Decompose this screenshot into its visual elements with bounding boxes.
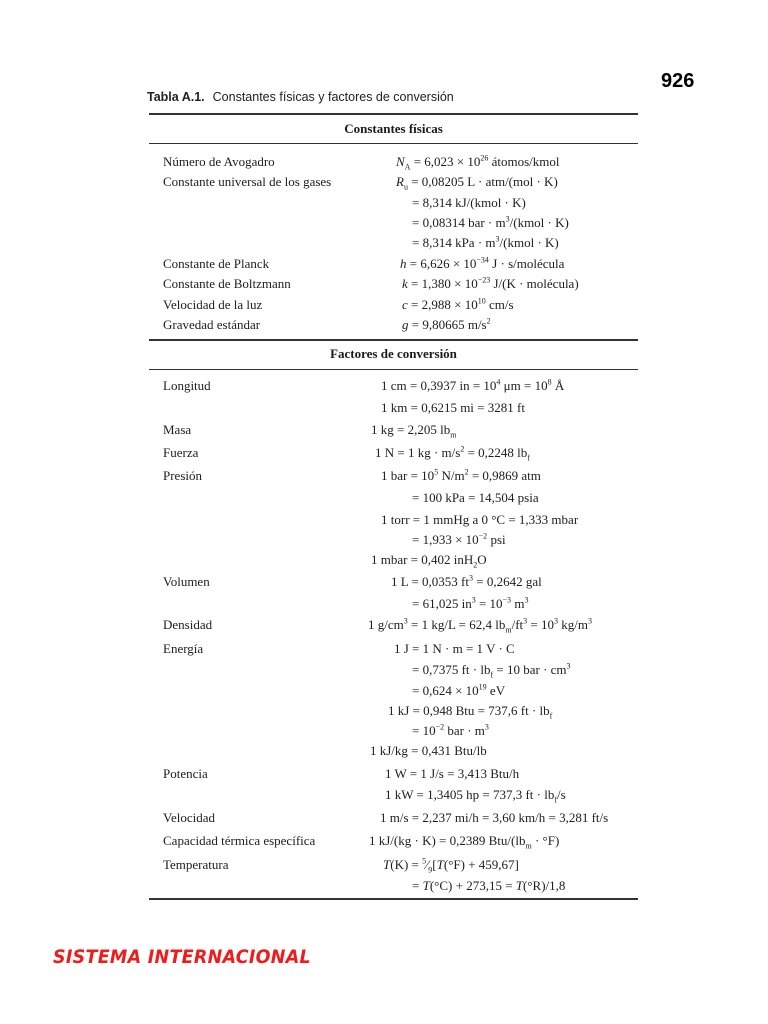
- conversion-value: 1 N = 1 kg · $m/s^2 = 0,2248$ $lb_f$: [375, 444, 530, 463]
- conversion-value: 1 bar = $10^5$ $N/m^2 = 0,9869$ atm: [381, 467, 541, 483]
- table-caption-label: Tabla A.1.: [147, 90, 205, 104]
- conversion-row: [0, 721, 768, 741]
- page-number: 926: [661, 70, 695, 92]
- conversion-value: 1 torr = 1 mmHg a 0 °C = 1,333 mbar: [381, 512, 579, 527]
- conversion-row: [0, 376, 768, 396]
- conversion-label: Velocidad: [163, 810, 215, 825]
- conversion-value: = $10^{-2}$ bar · $m^3$: [412, 722, 489, 738]
- conversion-row: [0, 660, 768, 680]
- constant-value: = 8,314 kJ/(kmol · K): [412, 195, 526, 210]
- constant-value: $k = 1,380 \times 10^{-23}$ J/(K · molécula): [402, 275, 579, 291]
- conversion-rule: [149, 369, 638, 370]
- constant-label: Velocidad de la luz: [163, 297, 263, 312]
- conversion-value: 1 kJ/(kg · K) = 0,2389 Btu/$(lb_m \cdot ^\circ F)$: [369, 833, 560, 851]
- constant-value: $c = 2,988 \times 10^{10}$ cm/s: [402, 296, 514, 312]
- conversion-label: Longitud: [163, 378, 211, 393]
- conversion-row: [0, 741, 768, 761]
- conversion-value: $T(K) = ^5⁄_9[T(^\circ F) + 459,67]$: [383, 856, 519, 875]
- conversion-row: [0, 572, 768, 592]
- sistema-internacional-stamp: SISTEMA INTERNACIONAL: [53, 946, 311, 968]
- conversion-value: = $0,624 \times 10^{19}$ eV: [412, 682, 506, 698]
- constant-label: Gravedad estándar: [163, 317, 261, 332]
- conversion-label: Temperatura: [163, 857, 229, 872]
- constant-label: Constante de Boltzmann: [163, 276, 291, 291]
- conversion-value: 1 mbar = 0,402 inH$_2$O: [371, 552, 487, 570]
- conversion-value: 1 m/s = 2,237 mi/h = 3,60 km/h = 3,281 ft/s: [380, 810, 609, 825]
- conversion-row: [0, 398, 768, 418]
- conversion-value: = $1,933 \times 10^{-2}$ psi: [412, 531, 506, 547]
- conversion-value: = 100 kPa = 14,504 psia: [412, 490, 539, 505]
- constant-label: Número de Avogadro: [163, 154, 275, 169]
- conversion-row: [0, 420, 768, 440]
- constant-value: = 8,314 kPa · $m^3/(kmol \cdot K)$: [412, 234, 559, 250]
- conversion-row: [0, 831, 768, 851]
- conversion-value: 1 $g/cm^3 = 1$ kg/L = 62,4 $lb_m/ft^3 = 10^3$ $kg/m^3$: [368, 616, 592, 635]
- conversion-value: 1 kg = 2,205 $lb_m$: [371, 422, 457, 440]
- conversion-row: [0, 550, 768, 570]
- conversion-row: [0, 530, 768, 550]
- conversion-row: [0, 701, 768, 721]
- conversion-label: Densidad: [163, 617, 213, 632]
- conversion-value: 1 kJ = 0,948 Btu = 737,6 ft · $lb_f$: [388, 703, 553, 721]
- conversion-row: [0, 764, 768, 784]
- constant-row: [0, 193, 768, 213]
- conversion-label: Fuerza: [163, 445, 199, 460]
- conversion-row: [0, 615, 768, 635]
- constant-row: [0, 213, 768, 233]
- constant-row: [0, 172, 768, 192]
- constant-value: $N_A = 6,023 \times 10^{26}$ átomos/kmol: [396, 153, 560, 172]
- conversion-row: [0, 594, 768, 614]
- constant-row: [0, 233, 768, 253]
- constant-row: [0, 295, 768, 315]
- table-caption: [147, 90, 454, 104]
- constant-label: Constante de Planck: [163, 256, 270, 271]
- conversion-label: Volumen: [163, 574, 210, 589]
- conversion-label: Masa: [163, 422, 192, 437]
- constant-value: = 0,08314 bar · $m^3/(kmol \cdot K)$: [412, 214, 569, 230]
- constant-row: [0, 315, 768, 335]
- conversion-value: 1 kW = 1,3405 hp = 737,3 ft · $lb_f/s$: [385, 787, 566, 805]
- constant-value: g = 9,80665 $m/s^2$: [402, 316, 491, 332]
- conversion-row: [0, 443, 768, 463]
- conversion-row: [0, 808, 768, 828]
- constant-value: $R_u = 0,08205$ L · atm/(mol · K): [396, 174, 558, 192]
- conversion-row: [0, 876, 768, 896]
- middle-rule: [149, 339, 638, 341]
- constant-row: [0, 274, 768, 294]
- constant-value: $h = 6,626 \times 10^{-34}$ J · s/molécula: [400, 255, 565, 271]
- conversion-label: Capacidad térmica específica: [163, 833, 316, 848]
- conversion-value: = T(°C) + 273,15 = T(°R)/1,8: [412, 878, 566, 893]
- conversion-value: 1 km = 0,6215 mi = 3281 ft: [381, 400, 525, 415]
- conversion-label: Energía: [163, 641, 204, 656]
- conversion-row: [0, 855, 768, 875]
- table-caption-text: Constantes físicas y factores de conversión: [212, 90, 454, 104]
- conversion-value: = 61,025 $in^3 = 10^{-3}$ $m^3$: [412, 595, 529, 611]
- conversion-row: [0, 639, 768, 659]
- conversion-row: [0, 785, 768, 805]
- conversion-value: 1 L = 0,0353 $ft^3 = 0,2642$ gal: [391, 573, 542, 589]
- constant-row: [0, 254, 768, 274]
- bottom-rule: [149, 898, 638, 900]
- section-title-constants: Constantes físicas: [344, 121, 443, 136]
- conversion-value: 1 W = 1 J/s = 3,413 Btu/h: [385, 766, 520, 781]
- conversion-value: 1 cm = 0,3937 in = $10^4$ $\mu m = 10^8$ Å: [381, 377, 565, 393]
- section-title-conversion: Factores de conversión: [330, 346, 457, 361]
- top-rule: [149, 113, 638, 115]
- constants-rule: [149, 143, 638, 144]
- conversion-label: Potencia: [163, 766, 208, 781]
- conversion-label: Presión: [163, 468, 202, 483]
- conversion-value: 1 kJ/kg = 0,431 Btu/lb: [370, 743, 487, 758]
- conversion-row: [0, 488, 768, 508]
- constant-label: Constante universal de los gases: [163, 174, 332, 189]
- conversion-value: 1 J = 1 N · m = 1 V · C: [394, 641, 515, 656]
- conversion-value: = 0,7375 ft · $lb_f = 10$ bar · $cm^3$: [412, 661, 571, 680]
- conversion-row: [0, 510, 768, 530]
- conversion-row: [0, 466, 768, 486]
- conversion-row: [0, 681, 768, 701]
- constant-row: [0, 152, 768, 172]
